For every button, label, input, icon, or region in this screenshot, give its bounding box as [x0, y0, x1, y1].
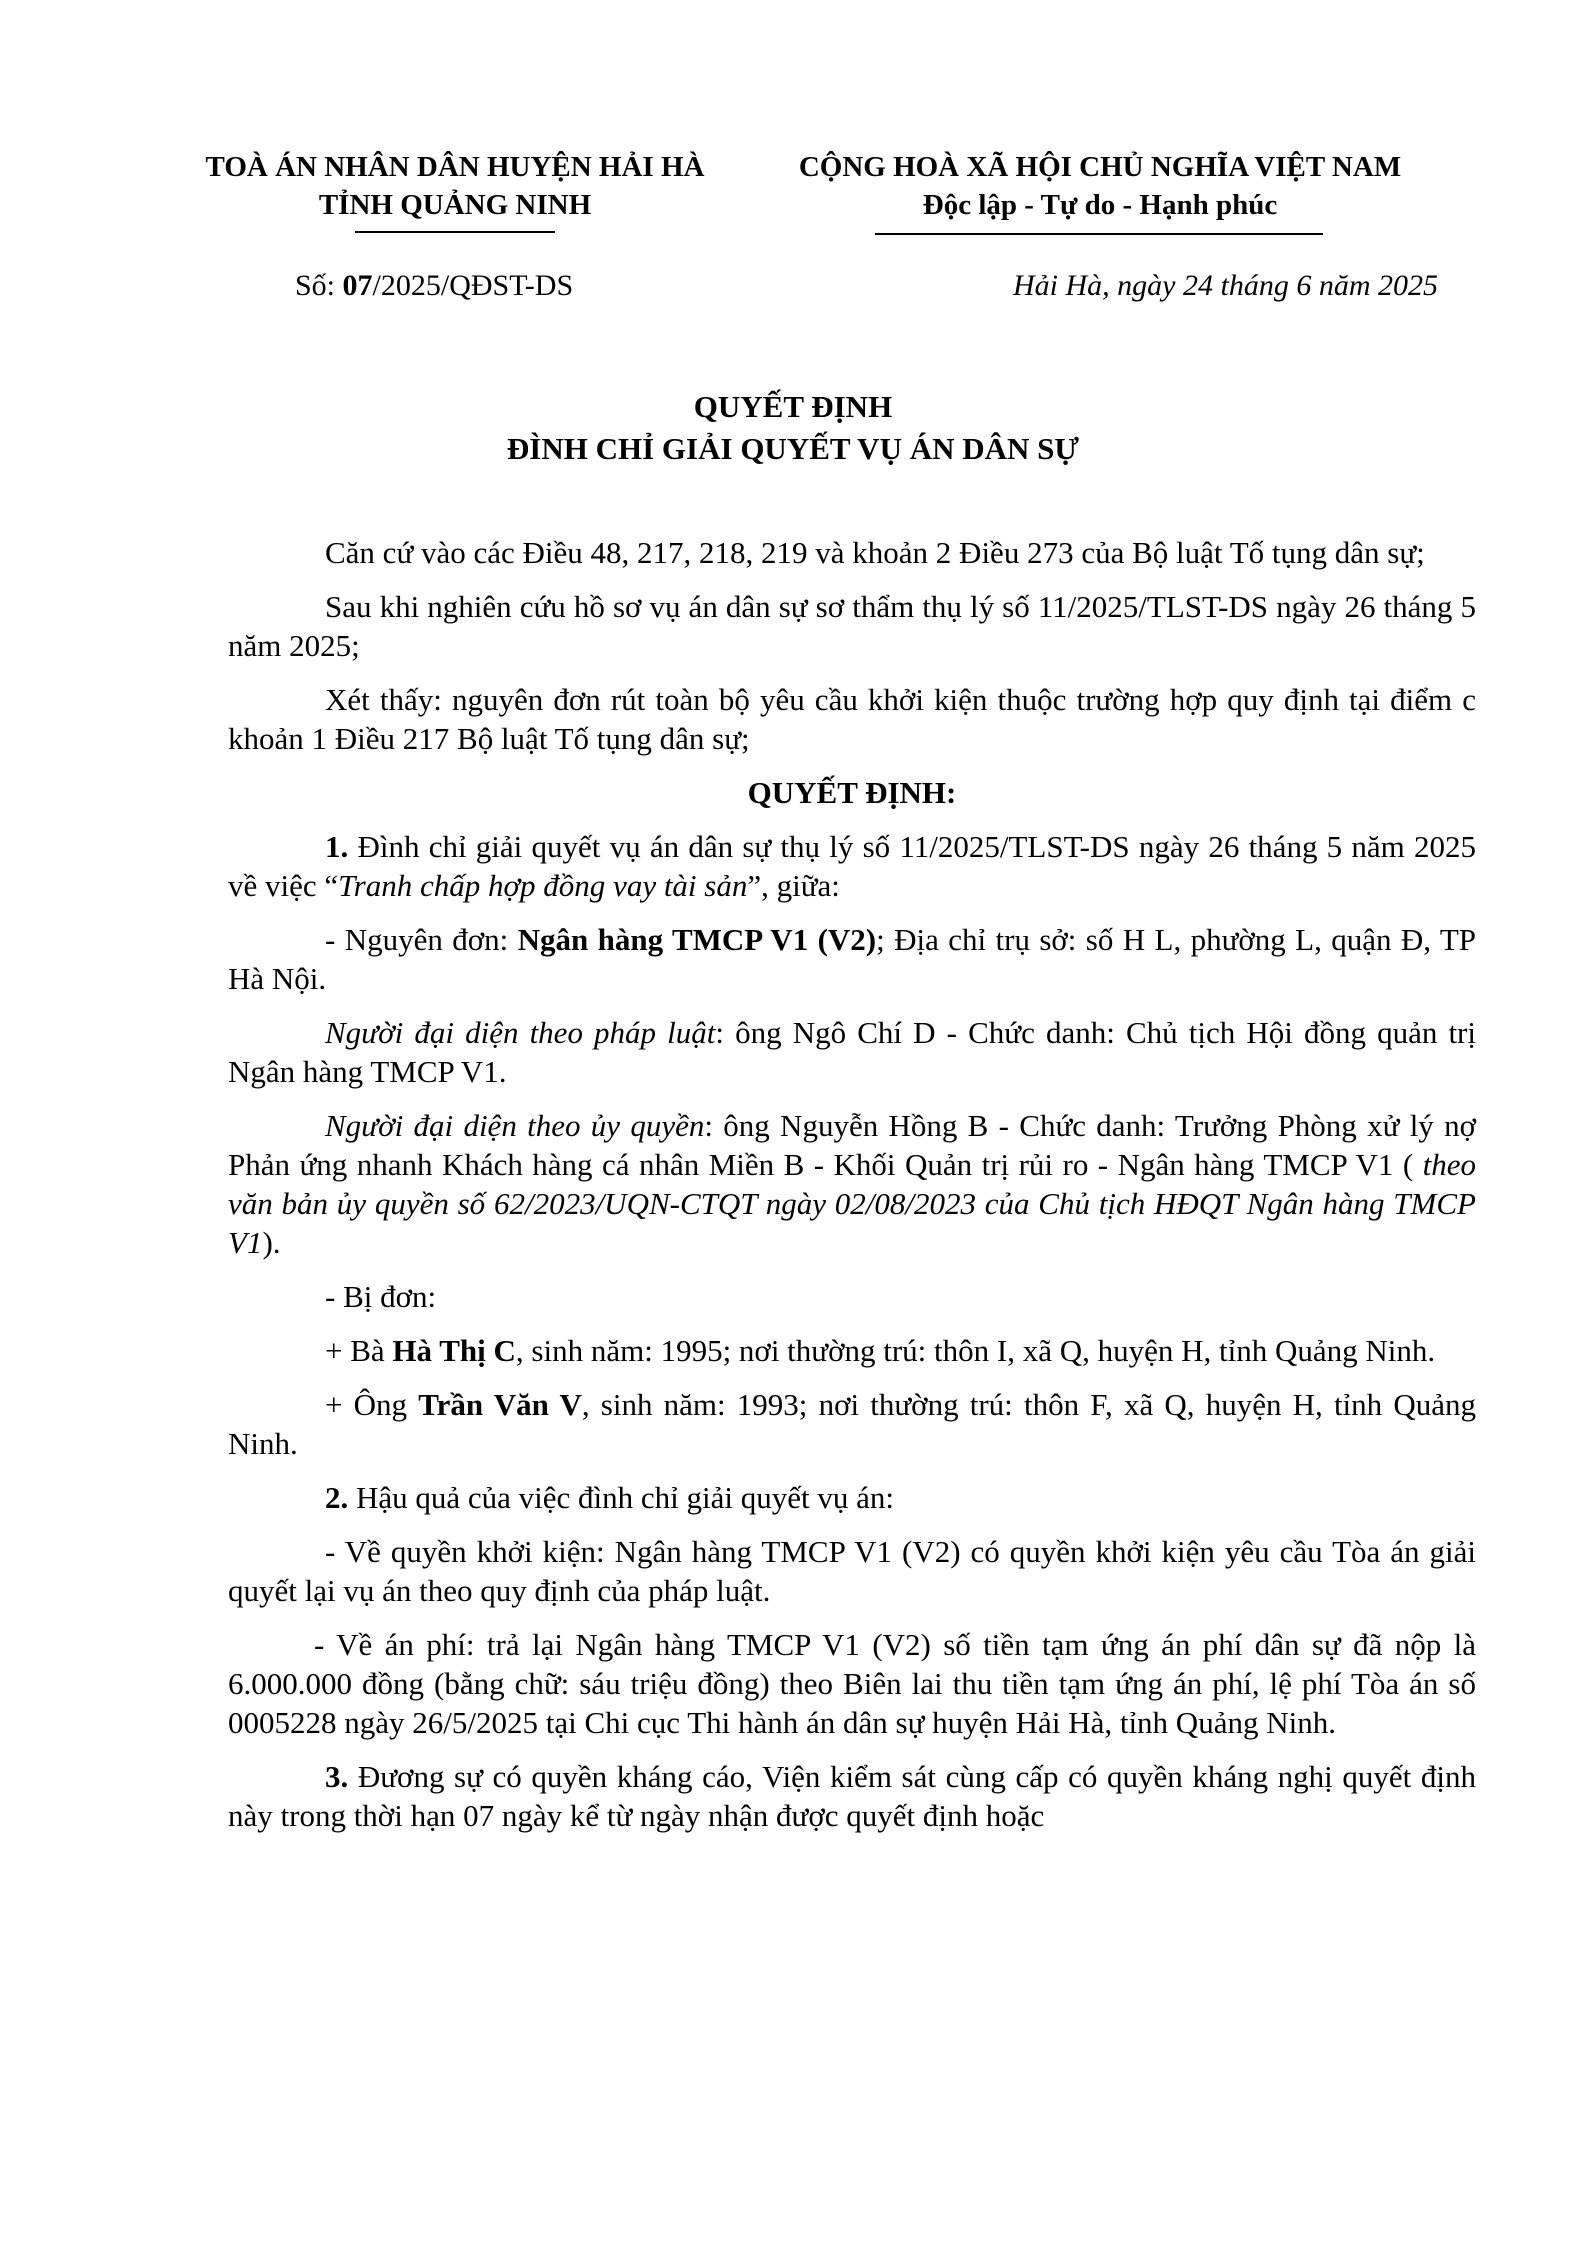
decision-item-1: 1. Đình chỉ giải quyết vụ án dân sự thụ lý số 11/2025/TLST-DS ngày 26 tháng 5 năm 2025 về việc “Tranh chấp hợp đồng vay tài sản”, giữa: [228, 829, 1476, 903]
plaintiff: - Nguyên đơn: Ngân hàng TMCP V1 (V2); Địa chỉ trụ sở: số H L, phường L, quận Đ, TP Hà Nội. [228, 922, 1476, 996]
legal-representative: Người đại diện theo pháp luật: ông Ngô Chí D - Chức danh: Chủ tịch Hội đồng quản trị Ngân hàng TMCP V1. [228, 1015, 1476, 1089]
nation-name: CỘNG HOÀ XÃ HỘI CHỦ NGHĨA VIỆT NAM [798, 151, 1402, 183]
document-date: Hải Hà, ngày 24 tháng 6 năm 2025 [1013, 269, 1438, 302]
document-number: Số: 07/2025/QĐST-DS [295, 269, 574, 302]
court-header [150, 148, 760, 224]
document-title: QUYẾT ĐỊNH [693, 389, 893, 424]
defendant-1: + Bà Hà Thị C, sinh năm: 1995; nơi thường trú: thôn I, xã Q, huyện H, tỉnh Quảng Ninh. [325, 1333, 1436, 1368]
court-province: TỈNH QUẢNG NINH [318, 189, 592, 221]
document-body [228, 533, 1476, 1835]
motto-underline [875, 233, 1323, 235]
decision-heading: QUYẾT ĐỊNH: [747, 775, 957, 810]
decision-item-3: 3. Đương sự có quyền kháng cáo, Viện kiểm sát cùng cấp có quyền kháng nghị quyết định này trong thời hạn 07 ngày kể từ ngày nhận được quyết định hoặc [228, 1759, 1476, 1833]
document-subtitle: ĐÌNH CHỈ GIẢI QUYẾT VỤ ÁN DÂN SỰ [506, 431, 1080, 466]
preamble-legal-basis: Căn cứ vào các Điều 48, 217, 218, 219 và khoản 2 Điều 273 của Bộ luật Tố tụng dân sự; [325, 535, 1425, 570]
nation-motto: Độc lập - Tự do - Hạnh phúc [922, 189, 1278, 221]
court-underline [355, 231, 555, 233]
defendant-label: - Bị đơn: [325, 1279, 437, 1314]
consequence-lawsuit-right: - Về quyền khởi kiện: Ngân hàng TMCP V1 (V2) có quyền khởi kiện yêu cầu Tòa án giải quyết lại vụ án theo quy định của pháp luật. [228, 1534, 1476, 1608]
defendant-2: + Ông Trần Văn V, sinh năm: 1993; nơi thường trú: thôn F, xã Q, huyện H, tỉnh Quảng Ninh. [228, 1387, 1476, 1461]
consequence-court-fee: - Về án phí: trả lại Ngân hàng TMCP V1 (V2) số tiền tạm ứng án phí dân sự đã nộp là 6.000.000 đồng (bằng chữ: sáu triệu đồng) theo Biên lai thu tiền tạm ứng án phí, lệ phí Tòa án số 0005228 ngày 26/5/2025 tại Chi cục Thi hành án dân sự huyện Hải Hà, tỉnh Quảng Ninh. [228, 1627, 1476, 1740]
court-name: TOÀ ÁN NHÂN DÂN HUYỆN HẢI HÀ [205, 151, 705, 183]
nation-header [755, 148, 1445, 224]
preamble-finding: Xét thấy: nguyên đơn rút toàn bộ yêu cầu khởi kiện thuộc trường hợp quy định tại điểm c khoản 1 Điều 217 Bộ luật Tố tụng dân sự; [228, 682, 1476, 756]
preamble-case-file: Sau khi nghiên cứu hồ sơ vụ án dân sự sơ thẩm thụ lý số 11/2025/TLST-DS ngày 26 tháng 5 năm 2025; [228, 589, 1476, 663]
decision-item-2: 2. Hậu quả của việc đình chỉ giải quyết vụ án: [325, 1480, 895, 1515]
authorized-representative: Người đại diện theo ủy quyền: ông Nguyễn Hồng B - Chức danh: Trưởng Phòng xử lý nợ Phản ứng nhanh Khách hàng cá nhân Miền B - Khối Quản trị rủi ro - Ngân hàng TMCP V1 ( theo văn bản ủy quyền số 62/2023/UQN-CTQT ngày 02/08/2023 của Chủ tịch HĐQT Ngân hàng TMCP V1). [228, 1108, 1476, 1260]
